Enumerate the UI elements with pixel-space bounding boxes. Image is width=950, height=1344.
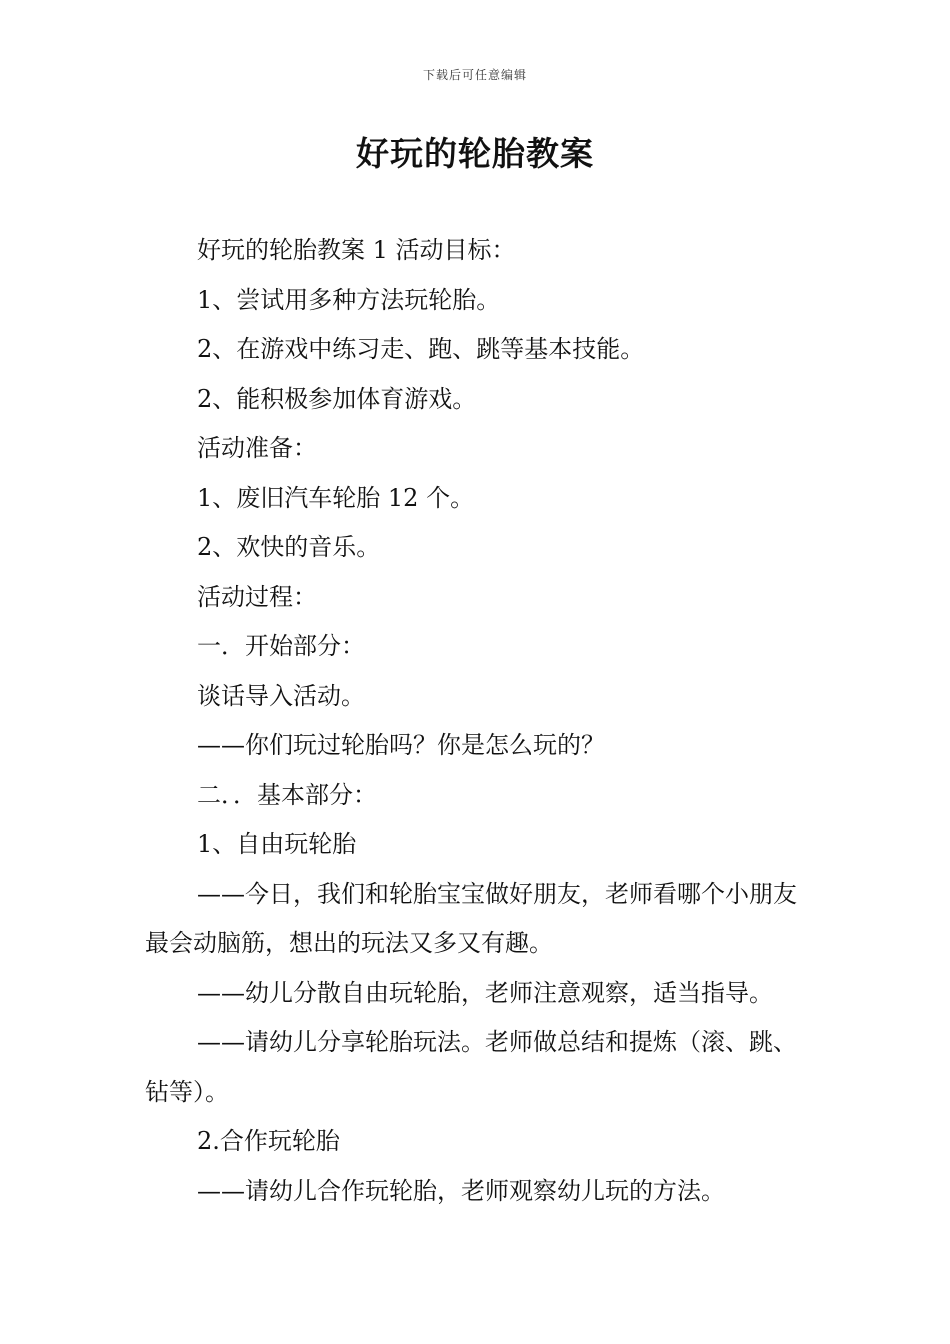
paragraph: ——请幼儿合作玩轮胎，老师观察幼儿玩的方法。 xyxy=(197,1176,725,1205)
paragraph: 谈话导入活动。 xyxy=(197,681,365,710)
paragraph: 好玩的轮胎教案 1 活动目标： xyxy=(197,236,516,264)
paragraph: ——今日，我们和轮胎宝宝做好朋友，老师看哪个小朋友最会动脑筋，想出的玩法又多又有趣。 xyxy=(145,879,797,957)
paragraph: 一．开始部分： xyxy=(197,632,365,660)
paragraph: 2、欢快的音乐。 xyxy=(197,533,381,561)
paragraph: ——请幼儿分享轮胎玩法。老师做总结和提炼（滚、跳、钻等）。 xyxy=(145,1028,797,1106)
paragraph: 1、废旧汽车轮胎 12 个。 xyxy=(197,483,475,512)
paragraph: ——幼儿分散自由玩轮胎，老师注意观察，适当指导。 xyxy=(197,978,773,1007)
paragraph: 活动准备： xyxy=(197,434,317,462)
paragraph: 2、能积极参加体育游戏。 xyxy=(197,384,477,413)
paragraph: 1、尝试用多种方法玩轮胎。 xyxy=(197,285,501,314)
paragraph: 2.合作玩轮胎 xyxy=(197,1127,340,1155)
paragraph: ——你们玩过轮胎吗？你是怎么玩的？ xyxy=(197,731,605,759)
paragraph: 活动过程： xyxy=(197,582,317,611)
header-note: 下载后可任意编辑 xyxy=(422,68,527,82)
paragraph: 2、在游戏中练习走、跑、跳等基本技能。 xyxy=(197,335,645,363)
paragraph: 二．．基本部分： xyxy=(197,780,377,809)
paragraph: 1、自由玩轮胎 xyxy=(197,830,357,858)
document-body xyxy=(145,226,810,1216)
document-title: 好玩的轮胎教案 xyxy=(356,134,594,173)
